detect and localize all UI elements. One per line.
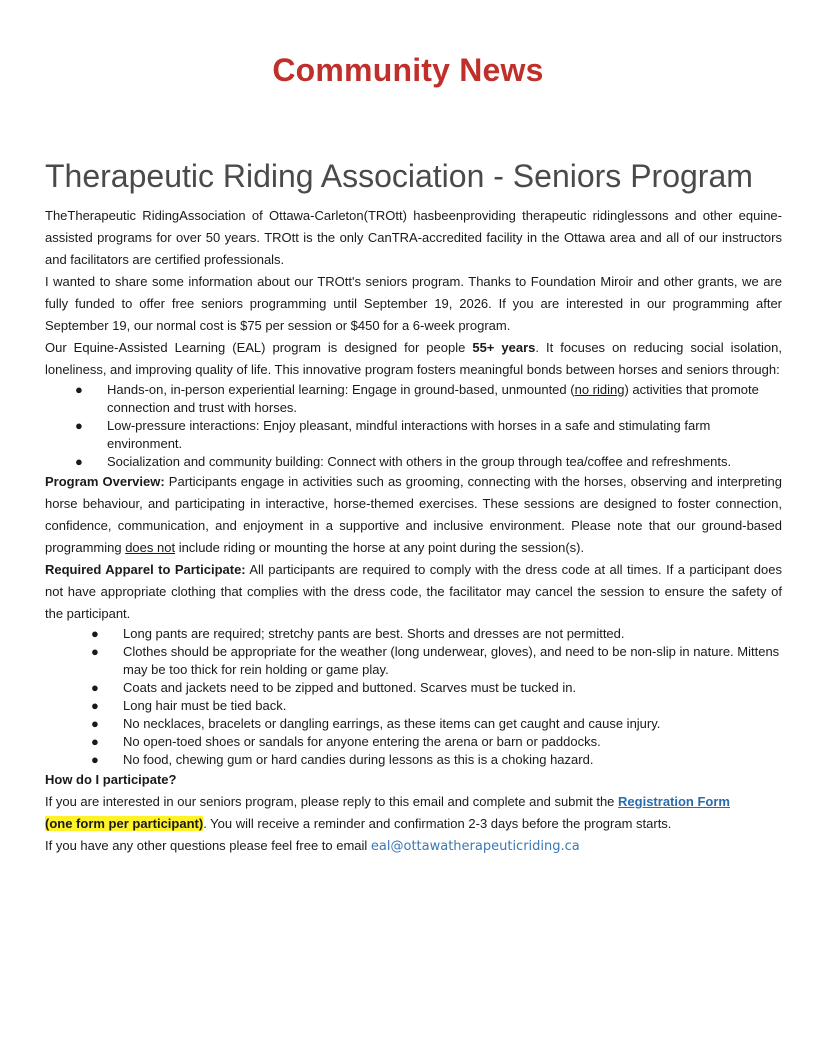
bullet-icon: ● <box>75 418 83 433</box>
intro-paragraph-1: TheTherapeutic RidingAssociation of Ottawa-Carleton(TROtt) hasbeenproviding therapeutic ridinglessons and other equine-assisted programs for over 50 years. TROtt is the only CanTRA-accredited facility in the Ottawa area and all of our instructors and facilitators are certified professionals. <box>45 208 782 267</box>
list-item-text: No open-toed shoes or sandals for anyone entering the arena or barn or paddocks. <box>123 734 601 749</box>
apparel-list <box>45 625 782 769</box>
intro-text: Our Equine-Assisted Learning (EAL) program is designed for people <box>45 340 473 355</box>
participate-text: If you are interested in our seniors program, please reply to this email and complete and submit the <box>45 794 619 809</box>
list-item-text: Long pants are required; stretchy pants are best. Shorts and dresses are not permitted. <box>123 626 625 641</box>
list-item <box>45 733 782 751</box>
participate-heading: How do I participate? <box>45 772 177 787</box>
article-body <box>45 205 782 858</box>
benefits-list <box>45 381 782 471</box>
bullet-icon: ● <box>91 626 99 641</box>
list-item <box>45 751 782 769</box>
masthead: Community News <box>272 52 544 88</box>
emphasis-text: does not <box>125 540 176 555</box>
list-item-text: No necklaces, bracelets or dangling earrings, as these items can get caught and cause injury. <box>123 716 661 731</box>
list-item <box>45 625 782 643</box>
page-title: Therapeutic Riding Association - Seniors Program <box>45 158 753 194</box>
bullet-icon: ● <box>91 698 99 713</box>
list-item-text: ) activities that promote connection and trust with horses. <box>107 382 759 415</box>
registration-form-link[interactable]: Registration Form <box>618 794 730 809</box>
bullet-icon: ● <box>91 644 99 659</box>
list-item-text: No food, chewing gum or hard candies during lessons as this is a choking hazard. <box>123 752 594 767</box>
list-item-text: Hands-on, in-person experiential learning: Engage in ground-based, unmounted ( <box>107 382 575 397</box>
required-apparel <box>45 559 782 625</box>
list-item <box>45 417 782 453</box>
email-link[interactable]: eal@ottawatherapeuticriding.ca <box>370 839 580 854</box>
list-item <box>45 715 782 733</box>
participate-paragraph <box>45 791 782 835</box>
bullet-icon: ● <box>91 680 99 695</box>
overview-text: Participants engage in activities such as grooming, connecting with the horses, observing and interpreting horse behaviour, and participating in interactive, horse-themed exercises. These sessions are designed to foster connection, confidence, communication, and enjoyment in a supportive and inclusive environment. Please note that our ground-based programming <box>45 474 782 555</box>
intro-paragraph-2: I wanted to share some information about our TROtt's seniors program. Thanks to Foundation Miroir and other grants, we are fully funded to offer free seniors programming until September 19, 2026. If you are interested in our programming after September 19, our normal cost is $75 per session or $450 for a 6-week program. <box>45 274 782 333</box>
apparel-text: All participants are required to comply with the dress code at all times. If a participant does not have appropriate clothing that complies with the dress code, the facilitator may cancel the session to ensure the safety of the participant. <box>45 562 782 621</box>
required-apparel-label: Required Apparel to Participate: <box>45 562 246 577</box>
list-item <box>45 679 782 697</box>
list-item-text: Coats and jackets need to be zipped and buttoned. Scarves must be tucked in. <box>123 680 577 695</box>
bullet-icon: ● <box>91 752 99 767</box>
intro-text: . It focuses on reducing social isolation, loneliness, and improving quality of life. This innovative program fosters meaningful bonds between horses and seniors through: <box>45 340 782 377</box>
participate-text: . You will receive a reminder and confirmation 2-3 days before the program starts. <box>203 816 672 831</box>
bullet-icon: ● <box>91 716 99 731</box>
bullet-icon: ● <box>91 734 99 749</box>
highlighted-note: (one form per participant) <box>45 816 204 831</box>
list-item <box>45 697 782 715</box>
overview-text: include riding or mounting the horse at any point during the session(s). <box>175 540 585 555</box>
bullet-icon: ● <box>75 454 83 469</box>
program-overview <box>45 471 782 559</box>
age-requirement: 55+ years <box>472 340 536 355</box>
contact-paragraph <box>45 835 782 858</box>
emphasis-text: no riding <box>574 382 625 397</box>
contact-text: If you have any other questions please feel free to email <box>45 838 371 853</box>
list-item <box>45 453 782 471</box>
program-overview-label: Program Overview: <box>45 474 165 489</box>
list-item-text: Clothes should be appropriate for the weather (long underwear, gloves), and need to be non-slip in nature. Mittens may be too thick for rein holding or game play. <box>123 644 780 677</box>
list-item <box>45 643 782 679</box>
list-item-text: Socialization and community building: Connect with others in the group through tea/coffee and refreshments. <box>107 454 732 469</box>
list-item-text: Long hair must be tied back. <box>123 698 287 713</box>
list-item-text: Low-pressure interactions: Enjoy pleasant, mindful interactions with horses in a safe and stimulating farm environment. <box>107 418 711 451</box>
intro-paragraph-3 <box>45 337 782 381</box>
bullet-icon: ● <box>75 382 83 397</box>
list-item <box>45 381 782 417</box>
